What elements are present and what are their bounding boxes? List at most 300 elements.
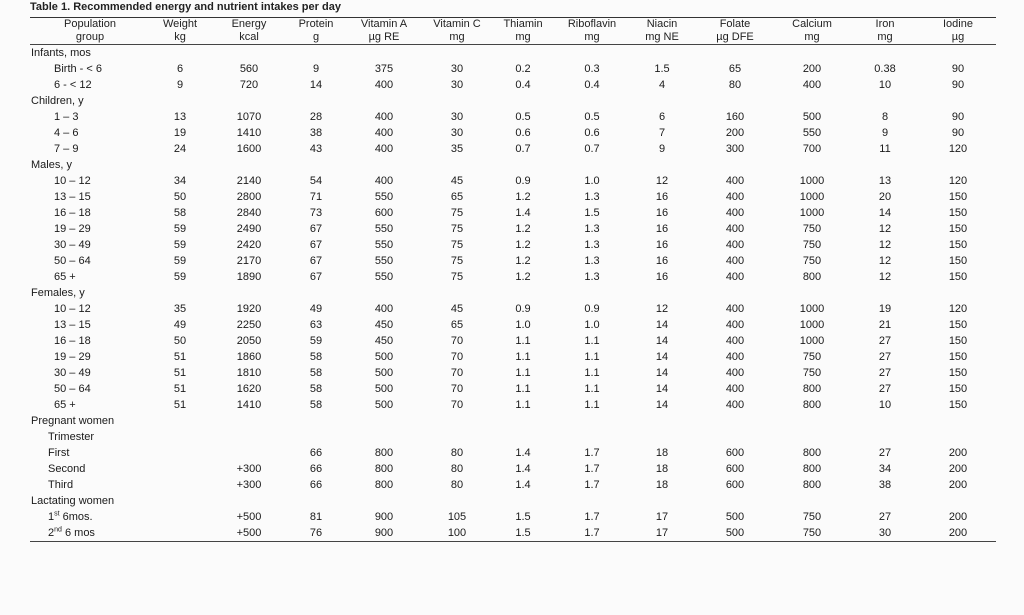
cell-6 bbox=[490, 413, 556, 429]
cell-12 bbox=[920, 45, 996, 62]
cell-10: 750 bbox=[802, 239, 822, 251]
cell-9: 200 bbox=[725, 127, 745, 139]
cell-3 bbox=[288, 429, 344, 445]
cell-4: 500 bbox=[374, 351, 394, 363]
table-row bbox=[30, 477, 996, 493]
cell-7: 0.9 bbox=[584, 303, 600, 315]
cell-9: 65 bbox=[728, 63, 742, 75]
cell-3: 67 bbox=[309, 255, 323, 267]
cell-12: 150 bbox=[948, 335, 968, 347]
row-label bbox=[30, 509, 150, 525]
row-label: First bbox=[48, 447, 70, 459]
section-row bbox=[30, 493, 996, 509]
cell-2: 2420 bbox=[236, 239, 262, 251]
cell-1: 59 bbox=[173, 271, 187, 283]
cell-3 bbox=[288, 157, 344, 173]
cell-5: 45 bbox=[450, 303, 464, 315]
row-label: 6 - < 12 bbox=[54, 79, 92, 91]
column-header: Weight bbox=[150, 18, 210, 32]
cell-9: 400 bbox=[725, 271, 745, 283]
cell-12: 150 bbox=[948, 351, 968, 363]
cell-10 bbox=[774, 45, 850, 62]
cell-8 bbox=[628, 45, 696, 62]
cell-3: 58 bbox=[309, 399, 323, 411]
cell-7: 0.5 bbox=[584, 111, 600, 123]
cell-7: 1.7 bbox=[584, 479, 600, 491]
cell-1 bbox=[150, 525, 210, 542]
cell-11: 8 bbox=[881, 111, 889, 123]
cell-8 bbox=[628, 429, 696, 445]
cell-5 bbox=[424, 157, 490, 173]
cell-7 bbox=[556, 429, 628, 445]
cell-10 bbox=[774, 93, 850, 109]
table-row bbox=[30, 61, 996, 77]
cell-11: 34 bbox=[878, 463, 892, 475]
cell-7: 1.1 bbox=[584, 399, 600, 411]
cell-6: 0.9 bbox=[515, 303, 531, 315]
cell-1: 51 bbox=[173, 399, 187, 411]
cell-3 bbox=[288, 45, 344, 62]
cell-9: 500 bbox=[725, 511, 745, 523]
cell-11: 10 bbox=[878, 79, 892, 91]
cell-2: 1410 bbox=[236, 127, 262, 139]
cell-6: 0.2 bbox=[515, 63, 531, 75]
column-header: Riboflavin bbox=[556, 18, 628, 32]
cell-9: 300 bbox=[725, 143, 745, 155]
cell-3 bbox=[288, 285, 344, 301]
cell-9: 600 bbox=[725, 463, 745, 475]
cell-7: 1.7 bbox=[584, 447, 600, 459]
cell-9: 600 bbox=[725, 479, 745, 491]
cell-7: 1.1 bbox=[584, 351, 600, 363]
cell-8: 16 bbox=[655, 207, 669, 219]
cell-4: 800 bbox=[374, 479, 394, 491]
cell-3: 66 bbox=[309, 479, 323, 491]
cell-11: 30 bbox=[850, 525, 920, 542]
cell-4: 900 bbox=[374, 511, 394, 523]
cell-1: 58 bbox=[173, 207, 187, 219]
cell-12: 90 bbox=[951, 111, 965, 123]
column-unit: µg DFE bbox=[696, 31, 774, 45]
cell-1 bbox=[150, 285, 210, 301]
cell-1: 51 bbox=[173, 383, 187, 395]
row-label-number: 1 bbox=[48, 511, 55, 523]
table-row bbox=[30, 397, 996, 413]
cell-3: 43 bbox=[309, 143, 323, 155]
cell-9: 80 bbox=[728, 79, 742, 91]
cell-8: 14 bbox=[655, 383, 669, 395]
column-unit: mg bbox=[850, 31, 920, 45]
cell-12: 150 bbox=[948, 239, 968, 251]
cell-5: 70 bbox=[450, 351, 464, 363]
cell-2 bbox=[210, 493, 288, 509]
cell-10: 1000 bbox=[799, 303, 825, 315]
cell-5: 70 bbox=[450, 367, 464, 379]
row-label: Birth - < 6 bbox=[54, 63, 102, 75]
section-row bbox=[30, 285, 996, 301]
cell-7: 0.4 bbox=[584, 79, 600, 91]
row-label: 19 – 29 bbox=[54, 223, 91, 235]
cell-3: 49 bbox=[309, 303, 323, 315]
cell-12: 150 bbox=[948, 383, 968, 395]
cell-6 bbox=[490, 285, 556, 301]
cell-4: 550 bbox=[374, 223, 394, 235]
cell-4: 600 bbox=[374, 207, 394, 219]
cell-8: 12 bbox=[655, 175, 669, 187]
cell-5: 80 bbox=[450, 463, 464, 475]
cell-6: 0.6 bbox=[515, 127, 531, 139]
cell-8: 16 bbox=[655, 223, 669, 235]
cell-12: 120 bbox=[948, 303, 968, 315]
column-header: Vitamin A bbox=[344, 18, 424, 32]
cell-3: 58 bbox=[309, 367, 323, 379]
cell-10: 1000 bbox=[799, 175, 825, 187]
cell-4: 500 bbox=[374, 367, 394, 379]
cell-5: 65 bbox=[450, 191, 464, 203]
cell-10 bbox=[774, 285, 850, 301]
row-label: Trimester bbox=[48, 431, 95, 443]
column-unit: kg bbox=[150, 31, 210, 45]
cell-6 bbox=[490, 45, 556, 62]
cell-6: 1.1 bbox=[515, 335, 531, 347]
cell-2: 2800 bbox=[236, 191, 262, 203]
cell-8: 4 bbox=[658, 79, 666, 91]
row-label: 4 – 6 bbox=[54, 127, 79, 139]
cell-3: 38 bbox=[309, 127, 323, 139]
cell-8 bbox=[628, 413, 696, 429]
cell-8: 9 bbox=[658, 143, 666, 155]
cell-4: 400 bbox=[374, 111, 394, 123]
cell-11: 20 bbox=[878, 191, 892, 203]
cell-10: 1000 bbox=[799, 191, 825, 203]
cell-7: 0.6 bbox=[584, 127, 600, 139]
column-unit: mg bbox=[424, 31, 490, 45]
column-header: Vitamin C bbox=[424, 18, 490, 32]
cell-12 bbox=[920, 429, 996, 445]
row-label: Third bbox=[48, 479, 74, 491]
cell-4: 500 bbox=[374, 383, 394, 395]
cell-8: 1.5 bbox=[654, 63, 670, 75]
cell-12: 200 bbox=[948, 479, 968, 491]
table-row bbox=[30, 253, 996, 269]
cell-12 bbox=[920, 93, 996, 109]
cell-6: 1.2 bbox=[515, 271, 531, 283]
cell-1 bbox=[150, 477, 210, 493]
cell-9: 400 bbox=[725, 383, 745, 395]
table-row bbox=[30, 429, 996, 445]
table-row bbox=[30, 141, 996, 157]
cell-4: 800 bbox=[374, 463, 394, 475]
cell-3: 28 bbox=[309, 111, 323, 123]
section-label: Lactating women bbox=[31, 495, 115, 507]
section-label: Females, y bbox=[31, 287, 85, 299]
cell-6: 1.4 bbox=[515, 447, 531, 459]
cell-4 bbox=[344, 45, 424, 62]
cell-12 bbox=[920, 493, 996, 509]
cell-4 bbox=[344, 493, 424, 509]
row-label: 19 – 29 bbox=[54, 351, 91, 363]
cell-11 bbox=[850, 493, 920, 509]
cell-10: 800 bbox=[802, 383, 822, 395]
cell-2 bbox=[210, 445, 288, 461]
cell-6: 1.0 bbox=[515, 319, 531, 331]
cell-6: 0.4 bbox=[515, 79, 531, 91]
row-label: 1 – 3 bbox=[54, 111, 79, 123]
cell-8: 16 bbox=[655, 271, 669, 283]
cell-12: 200 bbox=[948, 447, 968, 459]
column-unit: kcal bbox=[210, 31, 288, 45]
row-label: Second bbox=[48, 463, 86, 475]
cell-8 bbox=[628, 157, 696, 173]
cell-12: 200 bbox=[948, 511, 968, 523]
cell-12 bbox=[920, 285, 996, 301]
table-title: Table 1. Recommended energy and nutrient intakes per day bbox=[30, 1, 341, 13]
cell-3: 67 bbox=[309, 223, 323, 235]
cell-9: 400 bbox=[725, 223, 745, 235]
cell-4 bbox=[344, 285, 424, 301]
cell-11: 13 bbox=[878, 175, 892, 187]
cell-9: 400 bbox=[725, 367, 745, 379]
cell-1 bbox=[150, 93, 210, 109]
cell-9: 400 bbox=[725, 335, 745, 347]
cell-6: 1.4 bbox=[515, 463, 531, 475]
cell-1: 35 bbox=[173, 303, 187, 315]
table-row bbox=[30, 125, 996, 141]
row-label: 16 – 18 bbox=[54, 335, 91, 347]
cell-10: 750 bbox=[774, 525, 850, 542]
cell-2: 1600 bbox=[236, 143, 262, 155]
cell-5: 30 bbox=[450, 79, 464, 91]
table-row bbox=[30, 189, 996, 205]
cell-12: 150 bbox=[948, 271, 968, 283]
cell-1: 34 bbox=[173, 175, 187, 187]
cell-3: 81 bbox=[309, 511, 323, 523]
table-row bbox=[30, 109, 996, 125]
cell-12: 90 bbox=[951, 79, 965, 91]
cell-9: 400 bbox=[725, 351, 745, 363]
cell-11: 10 bbox=[878, 399, 892, 411]
cell-11: 27 bbox=[878, 351, 892, 363]
cell-4: 550 bbox=[374, 191, 394, 203]
cell-8: 14 bbox=[655, 335, 669, 347]
row-label: 13 – 15 bbox=[54, 319, 91, 331]
cell-11: 27 bbox=[878, 335, 892, 347]
cell-6: 1.1 bbox=[515, 351, 531, 363]
cell-8: 7 bbox=[658, 127, 666, 139]
cell-5: 30 bbox=[450, 127, 464, 139]
cell-8 bbox=[628, 93, 696, 109]
row-label: 30 – 49 bbox=[54, 367, 91, 379]
cell-1: 49 bbox=[173, 319, 187, 331]
cell-9: 500 bbox=[696, 525, 774, 542]
cell-9: 400 bbox=[725, 399, 745, 411]
cell-9: 160 bbox=[725, 111, 745, 123]
cell-3: 59 bbox=[309, 335, 323, 347]
cell-12: 90 bbox=[951, 63, 965, 75]
cell-2: +500 bbox=[236, 511, 262, 523]
cell-9: 400 bbox=[725, 239, 745, 251]
cell-7: 1.7 bbox=[584, 463, 600, 475]
cell-7 bbox=[556, 157, 628, 173]
cell-12: 90 bbox=[951, 127, 965, 139]
column-unit: group bbox=[30, 31, 150, 45]
cell-4: 550 bbox=[374, 271, 394, 283]
cell-10: 800 bbox=[802, 271, 822, 283]
cell-1: 9 bbox=[176, 79, 184, 91]
cell-2 bbox=[210, 93, 288, 109]
cell-3: 58 bbox=[309, 351, 323, 363]
cell-6: 1.2 bbox=[515, 191, 531, 203]
cell-4: 450 bbox=[374, 335, 394, 347]
cell-7: 1.1 bbox=[584, 383, 600, 395]
cell-2: 2170 bbox=[236, 255, 262, 267]
table-header bbox=[30, 18, 996, 45]
cell-2: 1920 bbox=[236, 303, 262, 315]
cell-7 bbox=[556, 493, 628, 509]
cell-4: 900 bbox=[344, 525, 424, 542]
cell-7: 0.7 bbox=[584, 143, 600, 155]
cell-1: 59 bbox=[173, 255, 187, 267]
column-unit: mg bbox=[556, 31, 628, 45]
column-header: Iron bbox=[850, 18, 920, 32]
column-unit: µg bbox=[920, 31, 996, 45]
cell-11: 11 bbox=[879, 143, 891, 155]
cell-6: 1.4 bbox=[515, 479, 531, 491]
cell-4: 450 bbox=[374, 319, 394, 331]
cell-5: 75 bbox=[450, 239, 464, 251]
column-header: Calcium bbox=[774, 18, 850, 32]
table-row bbox=[30, 205, 996, 221]
cell-10: 700 bbox=[802, 143, 822, 155]
cell-5: 75 bbox=[450, 207, 464, 219]
section-label: Children, y bbox=[31, 95, 84, 107]
cell-3 bbox=[288, 493, 344, 509]
cell-5: 75 bbox=[450, 271, 464, 283]
cell-4: 550 bbox=[374, 255, 394, 267]
cell-1: 51 bbox=[173, 351, 187, 363]
section-row bbox=[30, 413, 996, 429]
cell-7 bbox=[556, 45, 628, 62]
table-body bbox=[30, 45, 996, 542]
cell-11 bbox=[850, 429, 920, 445]
cell-5: 45 bbox=[450, 175, 464, 187]
cell-3: 66 bbox=[309, 463, 323, 475]
cell-7: 1.3 bbox=[584, 239, 600, 251]
cell-1 bbox=[150, 493, 210, 509]
cell-4 bbox=[344, 157, 424, 173]
cell-6: 0.9 bbox=[515, 175, 531, 187]
section-label: Infants, mos bbox=[31, 47, 91, 59]
cell-6: 1.2 bbox=[515, 223, 531, 235]
cell-8: 12 bbox=[655, 303, 669, 315]
cell-8: 6 bbox=[658, 111, 666, 123]
row-label bbox=[30, 525, 150, 542]
cell-10: 750 bbox=[802, 351, 822, 363]
cell-12: 150 bbox=[948, 319, 968, 331]
cell-2 bbox=[210, 157, 288, 173]
cell-10 bbox=[774, 429, 850, 445]
column-unit: g bbox=[288, 31, 344, 45]
section-row bbox=[30, 93, 996, 109]
table-row bbox=[30, 317, 996, 333]
cell-5 bbox=[424, 493, 490, 509]
cell-1: 24 bbox=[173, 143, 187, 155]
cell-9: 400 bbox=[725, 255, 745, 267]
row-label-number: 2 bbox=[48, 527, 55, 539]
cell-2: +300 bbox=[236, 479, 262, 491]
cell-3: 14 bbox=[309, 79, 323, 91]
cell-10: 750 bbox=[802, 223, 822, 235]
cell-9 bbox=[696, 413, 774, 429]
cell-8: 18 bbox=[655, 447, 669, 459]
cell-6: 1.2 bbox=[515, 239, 531, 251]
column-header: Niacin bbox=[628, 18, 696, 32]
table-row bbox=[30, 509, 996, 525]
cell-1: 13 bbox=[173, 111, 187, 123]
cell-10: 200 bbox=[802, 63, 822, 75]
cell-7: 1.7 bbox=[584, 511, 600, 523]
nutrient-intake-table bbox=[30, 17, 996, 542]
cell-4: 800 bbox=[374, 447, 394, 459]
cell-8 bbox=[628, 285, 696, 301]
cell-12: 150 bbox=[948, 399, 968, 411]
cell-9: 400 bbox=[725, 175, 745, 187]
cell-10: 1000 bbox=[799, 207, 825, 219]
cell-5: 75 bbox=[450, 223, 464, 235]
cell-10: 800 bbox=[802, 479, 822, 491]
cell-5 bbox=[424, 45, 490, 62]
cell-2: 1620 bbox=[236, 383, 262, 395]
cell-10: 1000 bbox=[799, 335, 825, 347]
row-label: 10 – 12 bbox=[54, 303, 91, 315]
cell-3 bbox=[288, 413, 344, 429]
column-unit: mg bbox=[774, 31, 850, 45]
row-label-suffix: 6mos. bbox=[59, 511, 93, 523]
table-row bbox=[30, 461, 996, 477]
cell-9 bbox=[696, 45, 774, 62]
cell-4 bbox=[344, 429, 424, 445]
cell-6 bbox=[490, 429, 556, 445]
cell-4: 400 bbox=[374, 79, 394, 91]
cell-6: 0.5 bbox=[515, 111, 531, 123]
cell-10: 750 bbox=[802, 511, 822, 523]
cell-2: 1890 bbox=[236, 271, 262, 283]
cell-10: 800 bbox=[802, 399, 822, 411]
cell-4: 375 bbox=[374, 63, 394, 75]
cell-8: 17 bbox=[628, 525, 696, 542]
cell-3: 67 bbox=[309, 239, 323, 251]
cell-11: 21 bbox=[878, 319, 892, 331]
column-header: Population bbox=[30, 18, 150, 32]
row-label: 10 – 12 bbox=[54, 175, 91, 187]
cell-4 bbox=[344, 93, 424, 109]
cell-4: 400 bbox=[374, 303, 394, 315]
cell-4: 400 bbox=[374, 175, 394, 187]
cell-7: 1.3 bbox=[584, 255, 600, 267]
cell-8: 18 bbox=[655, 463, 669, 475]
cell-12 bbox=[920, 157, 996, 173]
cell-1: 19 bbox=[173, 127, 187, 139]
cell-5: 30 bbox=[450, 111, 464, 123]
cell-5: 80 bbox=[450, 447, 464, 459]
cell-6: 1.5 bbox=[490, 525, 556, 542]
cell-6: 1.1 bbox=[515, 399, 531, 411]
cell-6 bbox=[490, 157, 556, 173]
cell-11: 19 bbox=[878, 303, 892, 315]
row-label: 13 – 15 bbox=[54, 191, 91, 203]
cell-11 bbox=[850, 93, 920, 109]
row-label: 65 + bbox=[54, 399, 76, 411]
